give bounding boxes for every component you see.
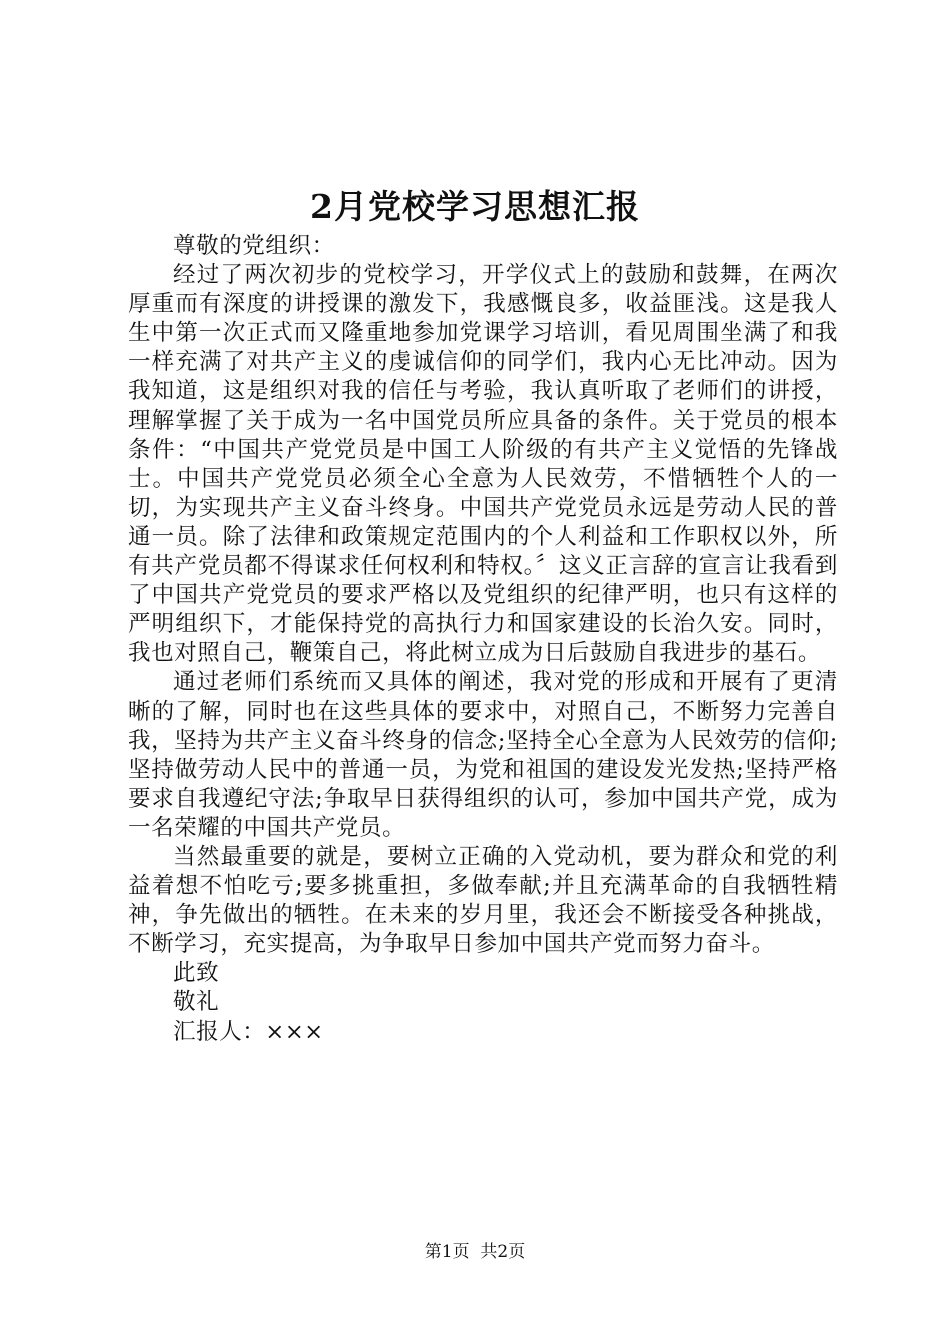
page-number-total: 共2页 (480, 1242, 526, 1262)
closing-line-2: 敬礼 (173, 989, 220, 1016)
paragraph-2: 通过老师们系统而又具体的阐述，我对党的形成和开展有了更清晰的了解，同时也在这些具体的要求中，对照自己，不断努力完善自我，坚持为共产主义奋斗终身的信念;坚持全心全意为人民效劳的信仰;坚持做劳动人民中的普通一员，为党和祖国的建设发光发热;坚持严格要求自我遵纪守法;争取早日获得组织的认可，参加中国共产党，成为一名荣耀的中国共产党员。 (128, 669, 838, 841)
document-body (128, 232, 838, 1047)
paragraph-1: 经过了两次初步的党校学习，开学仪式上的鼓励和鼓舞，在两次厚重而有深度的讲授课的激发下，我感慨良多，收益匪浅。这是我人生中第一次正式而又隆重地参加党课学习培训，看见周围坐满了和我一样充满了对共产主义的虔诚信仰的同学们，我内心无比冲动。因为我知道，这是组织对我的信任与考验，我认真听取了老师们的讲授，理解掌握了关于成为一名中国党员所应具备的条件。关于党员的根本条件：“中国共产党党员是中国工人阶级的有共产主义觉悟的先锋战士。中国共产党党员必须全心全意为人民效劳，不惜牺牲个人的一切，为实现共产主义奋斗终身。中国共产党党员永远是劳动人民的普通一员。除了法律和政策规定范围内的个人利益和工作职权以外，所有共产党员都不得谋求任何权利和特权。〞这义正言辞的宣言让我看到了中国共产党党员的要求严格以及党组织的纪律严明，也只有这样的严明组织下，才能保持党的高执行力和国家建设的长治久安。同时，我也对照自己，鞭策自己，将此树立成为日后鼓励自我进步的基石。 (128, 262, 838, 667)
salutation: 尊敬的党组织： (173, 233, 335, 259)
closing-line-1: 此致 (173, 960, 220, 987)
page-footer (0, 1240, 950, 1264)
signature: 汇报人：××× (173, 1018, 324, 1045)
document-title: 2月党校学习思想汇报 (310, 187, 640, 226)
paragraph-3: 当然最重要的就是，要树立正确的入党动机，要为群众和党的利益着想不怕吃亏;要多挑重担，多做奉献;并且充满革命的自我牺牲精神，争先做出的牺牲。在未来的岁月里，我还会不断接受各种挑战，不断学习，充实提高，为争取早日参加中国共产党而努力奋斗。 (128, 843, 838, 958)
page-number-current: 第1页 (424, 1242, 470, 1262)
